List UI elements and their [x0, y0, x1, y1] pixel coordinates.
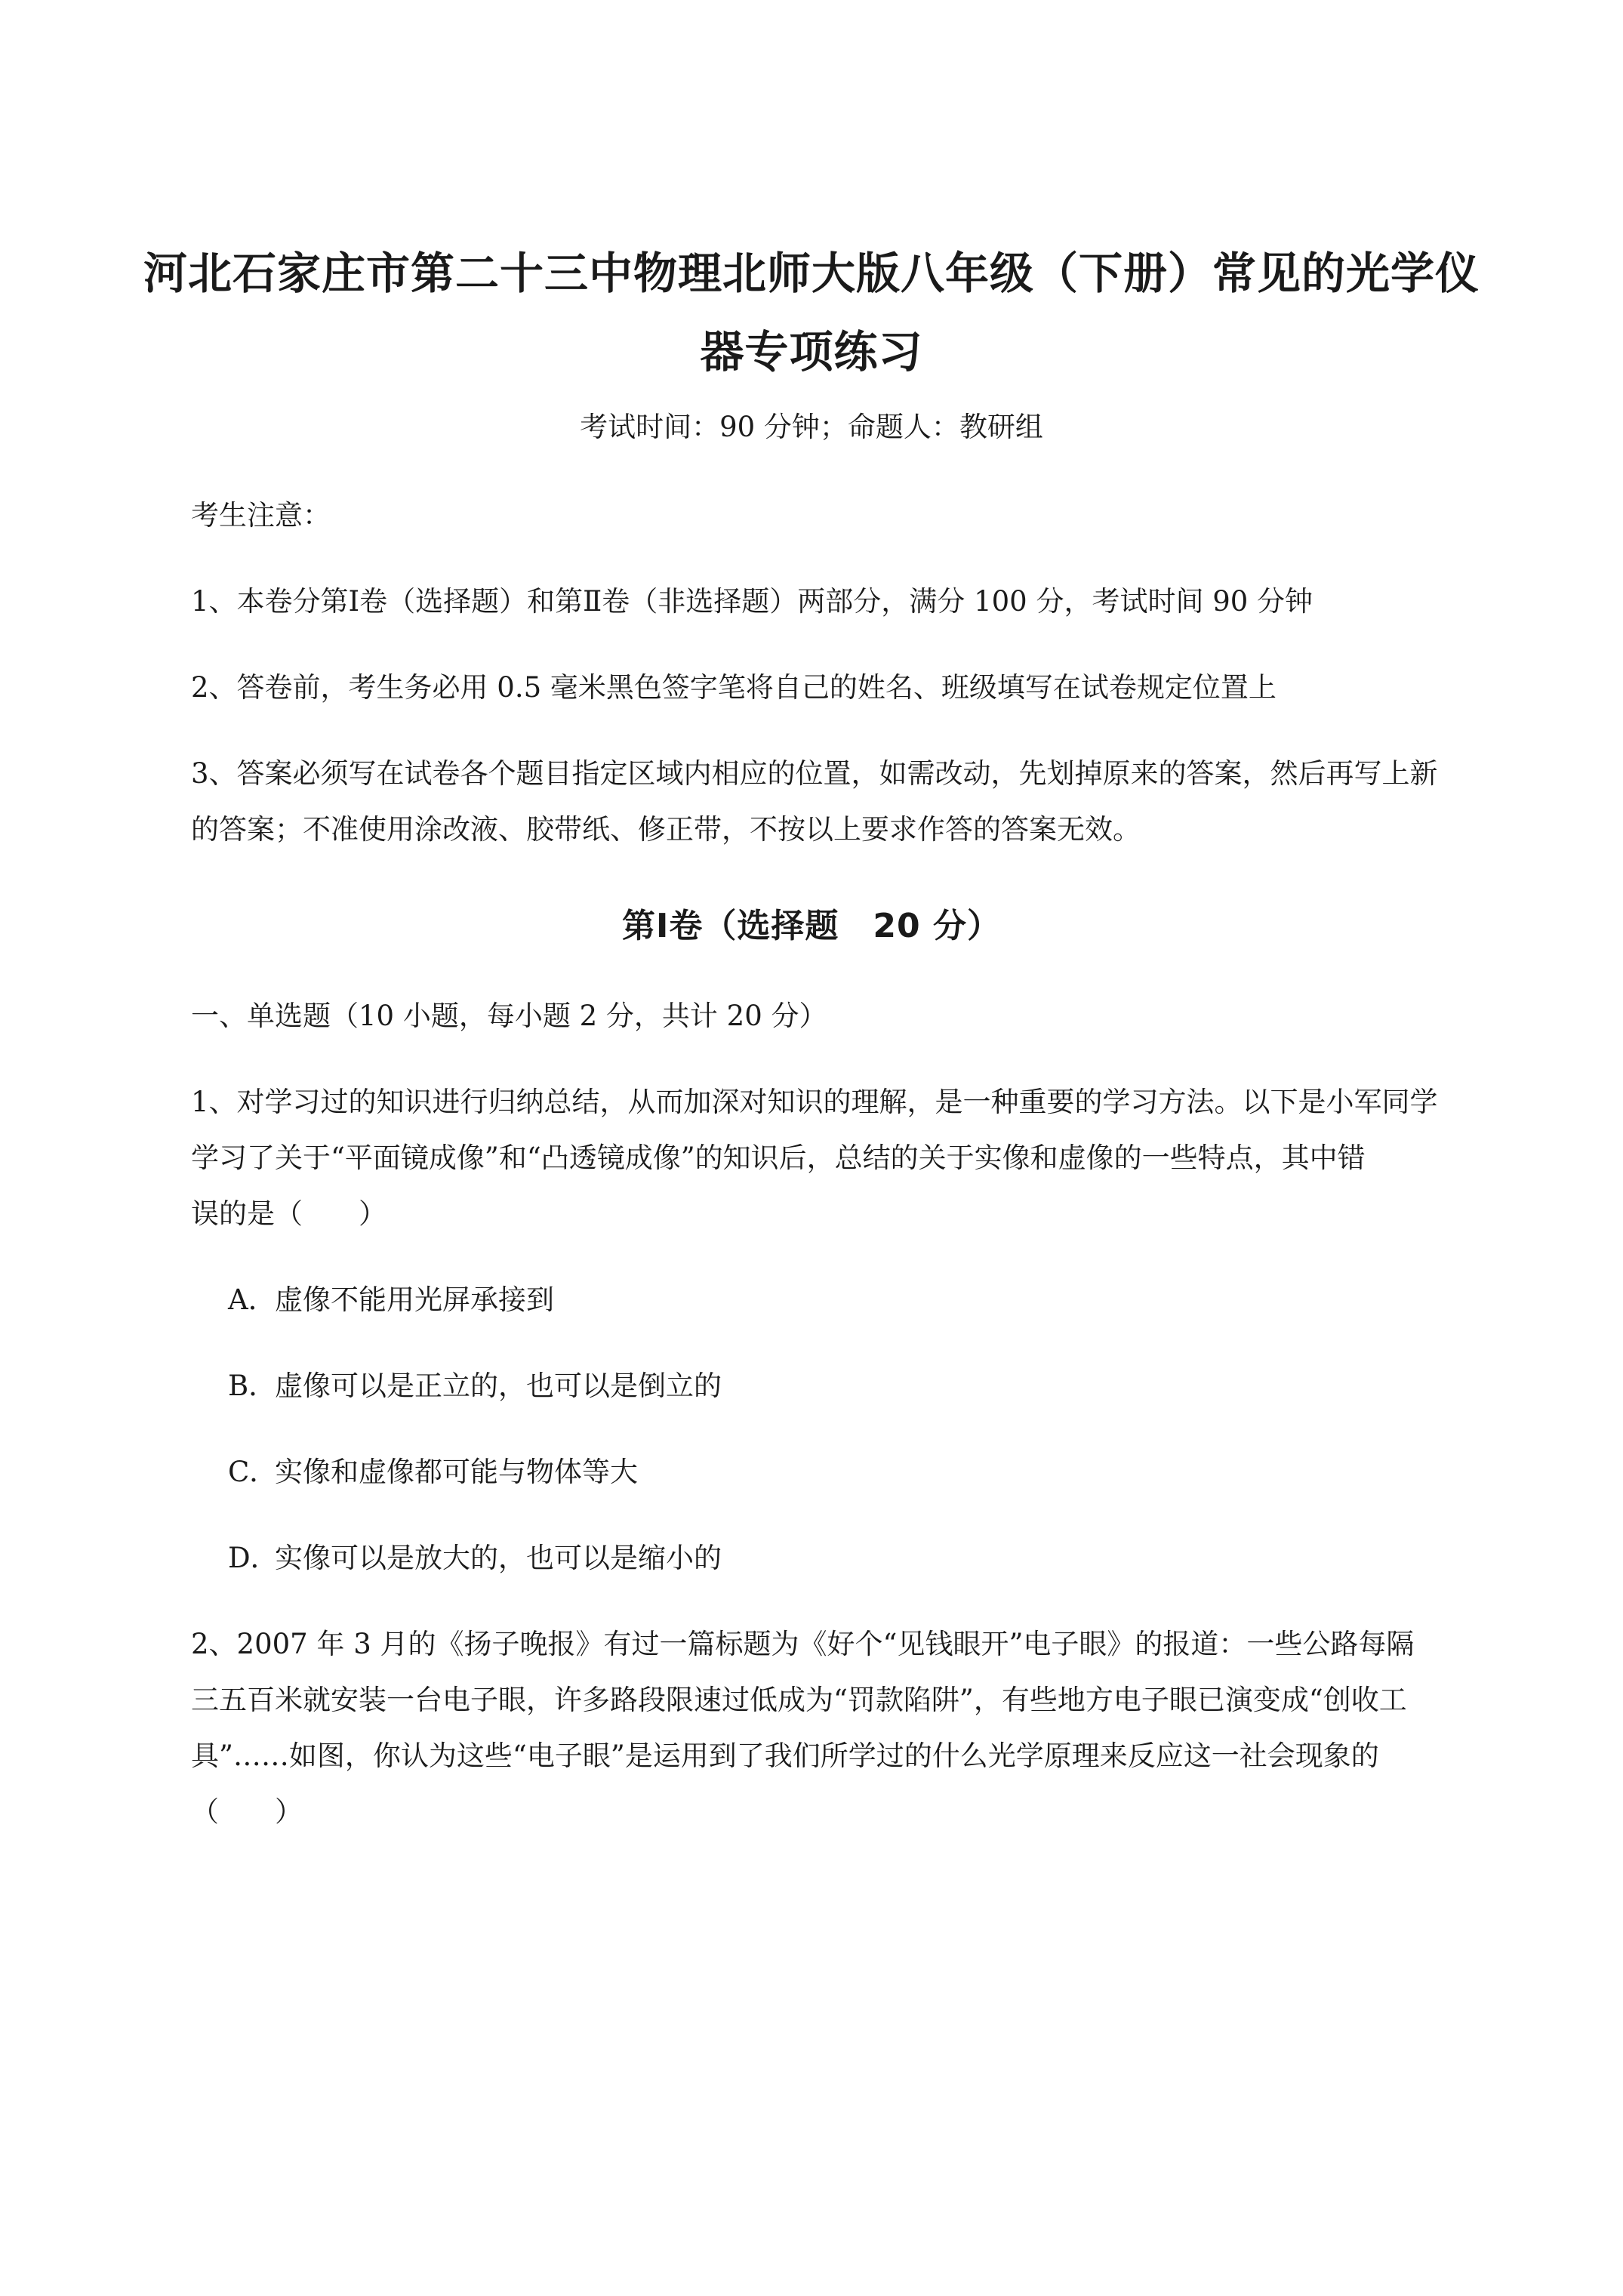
option-text: 虚像不能用光屏承接到	[275, 1284, 554, 1316]
question-1-line-3: 误的是（ ）	[191, 1197, 387, 1230]
question-1-option-a	[228, 1277, 554, 1323]
question-2-line-4: （ ）	[191, 1795, 303, 1828]
question-2-line-3: 具”……如图，你认为这些“电子眼”是运用到了我们所学过的什么光学原理来反应这一社会现象的	[191, 1740, 1379, 1772]
section-title: 第Ⅰ卷（选择题 20 分）	[622, 907, 1001, 945]
question-2-line-1: 2、2007 年 3 月的《扬子晚报》有过一篇标题为《好个“见钱眼开”电子眼》的报道：一些公路每隔	[191, 1628, 1415, 1660]
option-letter: A．	[228, 1284, 276, 1316]
notice-item-3-continued: 的答案；不准使用涂改液、胶带纸、修正带，不按以上要求作答的答案无效。	[191, 813, 1141, 846]
section-subtitle: 一、单选题（10 小题，每小题 2 分，共计 20 分）	[191, 1000, 827, 1032]
notice-item-3: 3、答案必须写在试卷各个题目指定区域内相应的位置，如需改动，先划掉原来的答案，然后再写上新	[191, 757, 1438, 790]
question-2-line-2: 三五百米就安装一台电子眼，许多路段限速过低成为“罚款陷阱”，有些地方电子眼已演变成“创收工	[191, 1684, 1407, 1716]
question-1-option-c	[228, 1450, 638, 1495]
notice-item-1: 1、本卷分第Ⅰ卷（选择题）和第Ⅱ卷（非选择题）两部分，满分 100 分，考试时间 90 分钟	[191, 585, 1313, 618]
option-letter: D．	[228, 1542, 279, 1574]
option-letter: B．	[228, 1370, 277, 1402]
question-1-option-b	[228, 1364, 722, 1409]
option-text: 实像可以是放大的，也可以是缩小的	[275, 1542, 722, 1574]
notice-heading: 考生注意：	[191, 499, 331, 532]
question-1-line-1: 1、对学习过的知识进行归纳总结，从而加深对知识的理解，是一种重要的学习方法。以下是小军同学	[191, 1086, 1438, 1118]
question-1-line-2: 学习了关于“平面镜成像”和“凸透镜成像”的知识后，总结的关于实像和虚像的一些特点，其中错	[191, 1142, 1366, 1174]
option-text: 虚像可以是正立的，也可以是倒立的	[275, 1370, 722, 1402]
option-text: 实像和虚像都可能与物体等大	[275, 1456, 638, 1488]
notice-item-2: 2、答卷前，考生务必用 0.5 毫米黑色签字笔将自己的姓名、班级填写在试卷规定位置上	[191, 671, 1277, 704]
page-title-line-2: 器专项练习	[700, 326, 923, 378]
option-letter: C．	[228, 1456, 278, 1488]
question-1-option-d	[228, 1536, 722, 1581]
exam-meta: 考试时间：90 分钟；命题人：教研组	[580, 411, 1043, 443]
page-title-line-1: 河北石家庄市第二十三中物理北师大版八年级（下册）常见的光学仪	[143, 248, 1480, 299]
